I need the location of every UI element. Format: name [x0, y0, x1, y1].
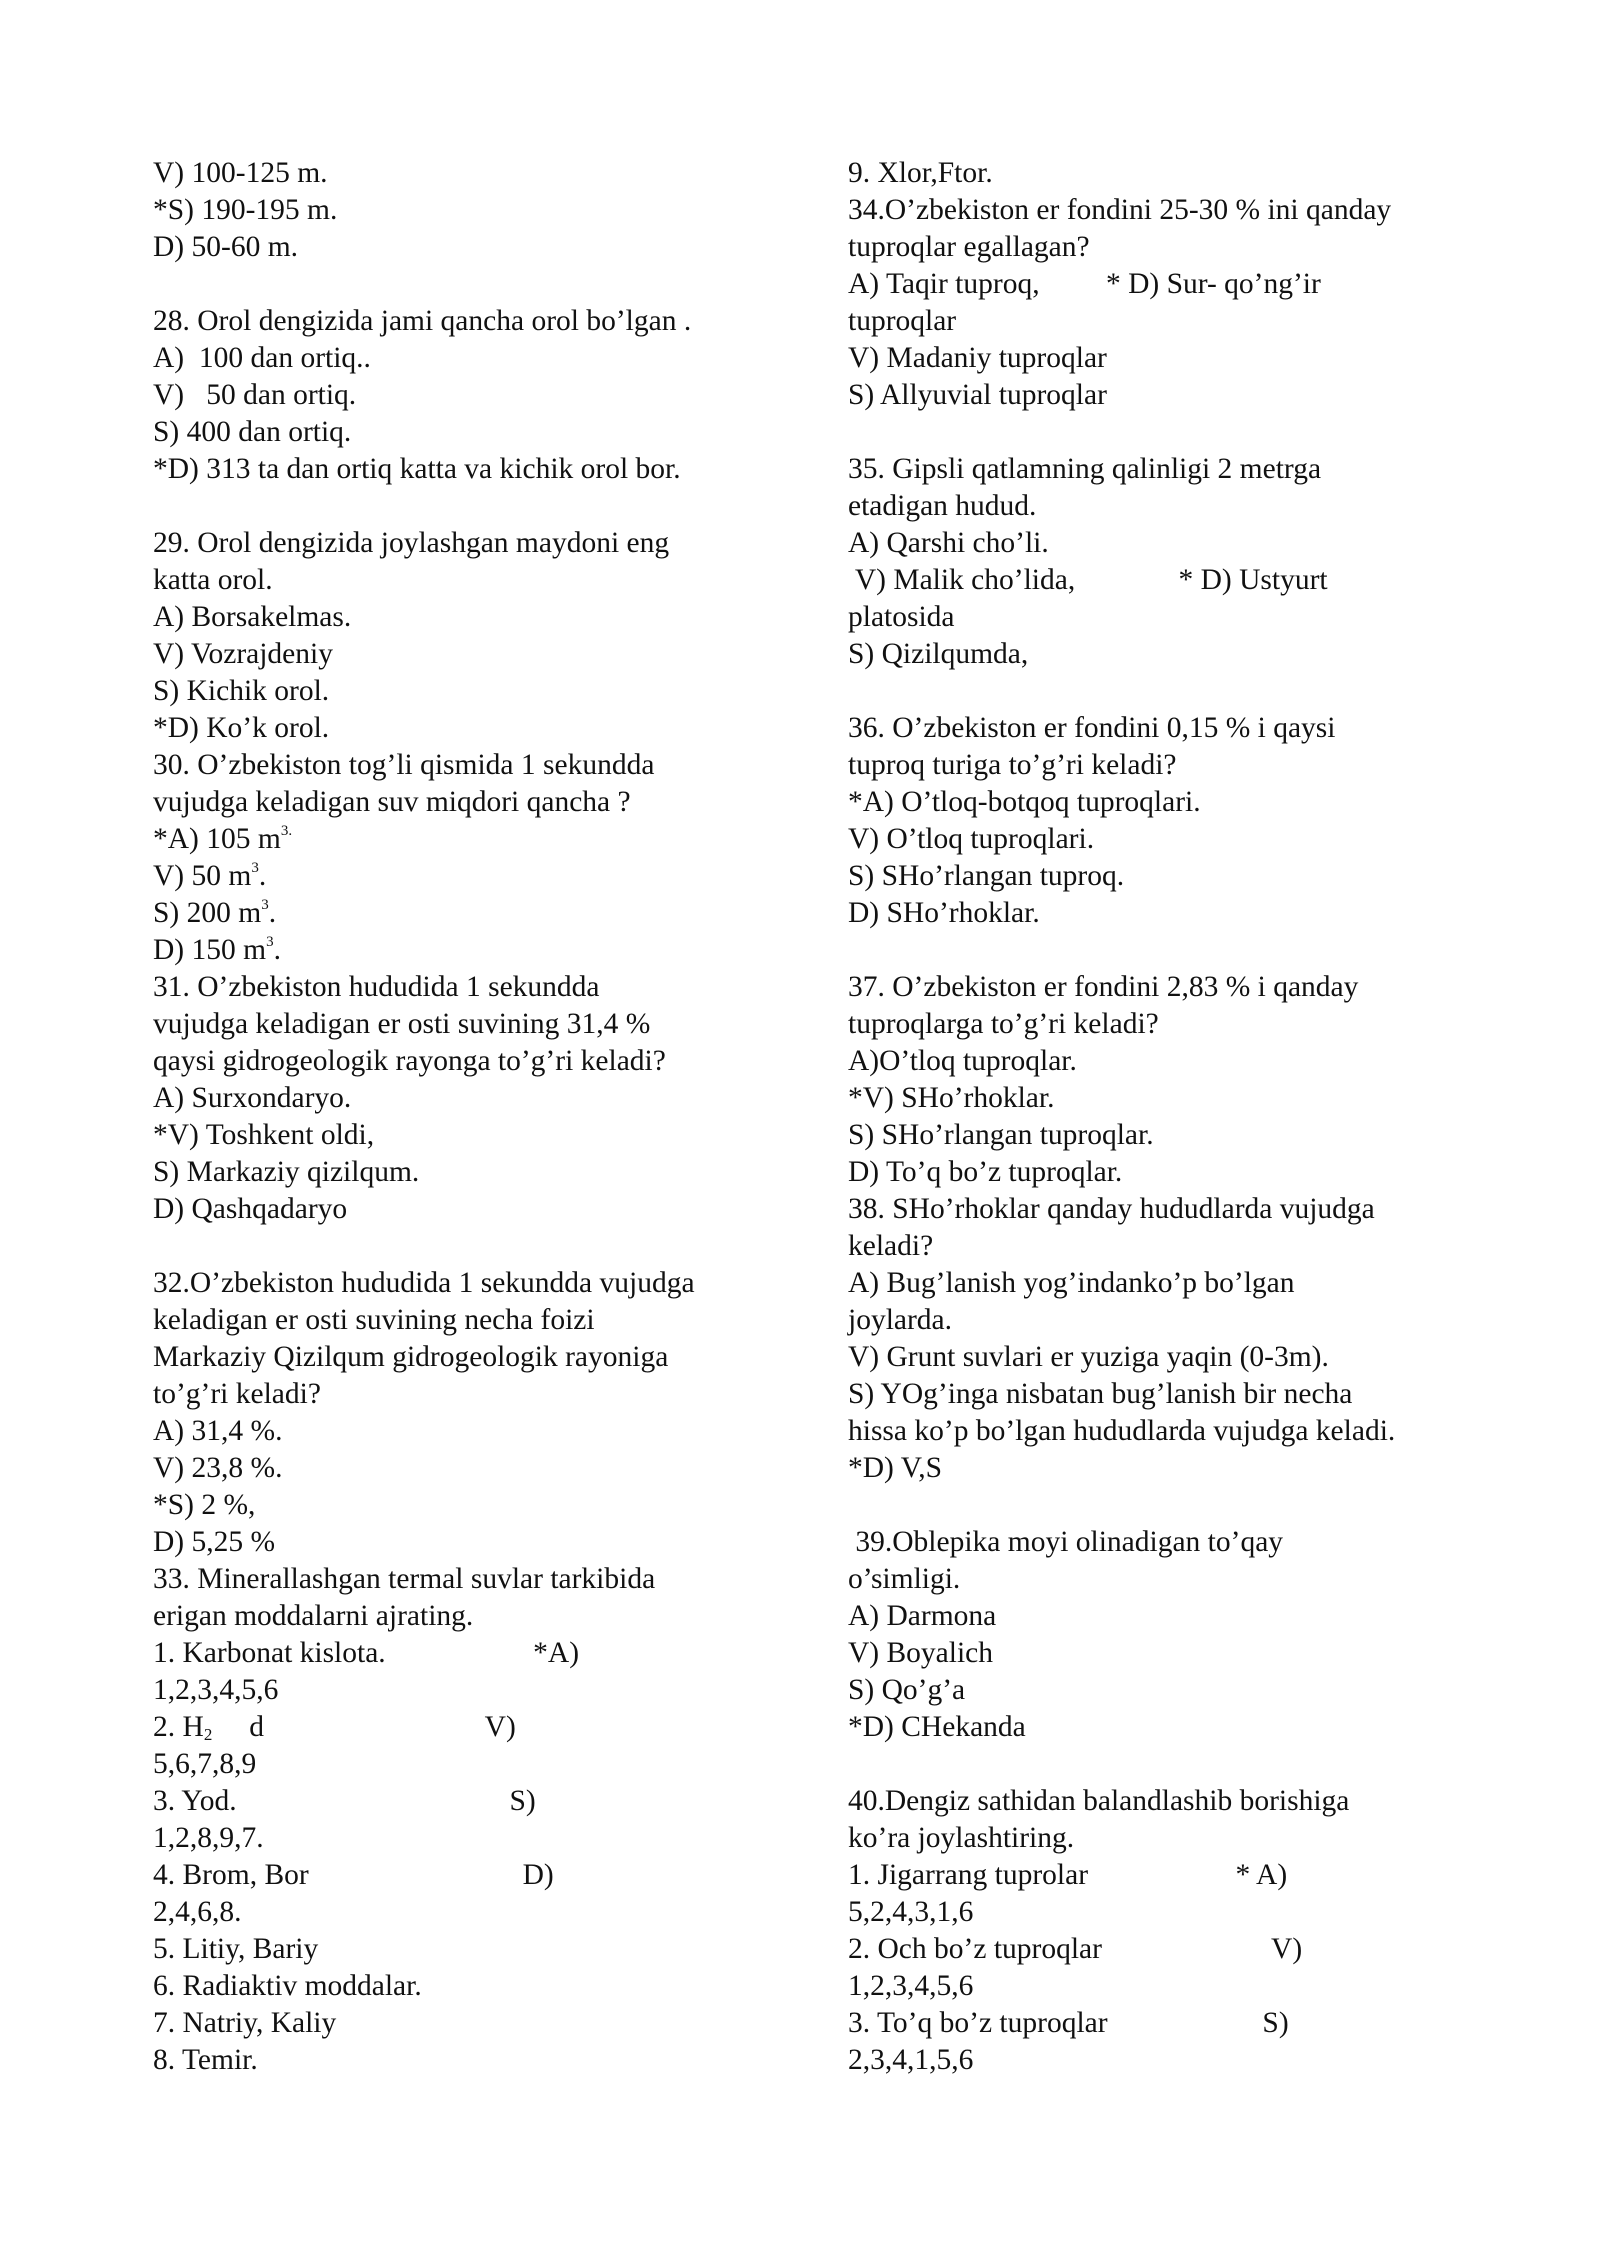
- answer-text: S) 200 m: [153, 897, 262, 929]
- answer-option: A) Surxondaryo.: [153, 1082, 352, 1114]
- question-text: 33. Minerallashgan termal suvlar tarkibida: [153, 1563, 656, 1595]
- list-item: 2,3,4,1,5,6: [848, 2044, 974, 2076]
- question-text: Markaziy Qizilqum gidrogeologik rayoniga: [153, 1341, 669, 1373]
- answer-option: A)O’tloq tuproqlar.: [848, 1045, 1077, 1077]
- answer-option: D) SHo’rhoklar.: [848, 897, 1040, 929]
- answer-option: S) Qizilqumda,: [848, 638, 1029, 670]
- answer-option: D) To’q bo’z tuproqlar.: [848, 1156, 1123, 1188]
- answer-text: *A) 105 m: [153, 823, 281, 855]
- list-item: 7. Natriy, Kaliy: [153, 2007, 337, 2039]
- answer-text: .: [273, 934, 281, 966]
- answer-option: S) Kichik orol.: [153, 675, 330, 707]
- list-item: 8. Temir.: [153, 2044, 258, 2076]
- answer-option: V) 50 dan ortiq.: [153, 379, 357, 411]
- question-35: [848, 451, 1488, 673]
- question-text: etadigan hudud.: [848, 490, 1037, 522]
- superscript: 3.: [280, 823, 293, 839]
- answer-option: V) Malik cho’lida, * D) Ustyurt: [848, 564, 1328, 596]
- list-item: 1. Jigarrang tuprolar * A): [848, 1859, 1288, 1891]
- answer-option: *S) 190-195 m.: [153, 194, 338, 226]
- question-text: 37. O’zbekiston er fondini 2,83 % i qanday: [848, 971, 1359, 1003]
- answer-option: S) SHo’rlangan tuproq.: [848, 860, 1125, 892]
- answer-option: joylarda.: [848, 1304, 953, 1336]
- spacer: [153, 266, 793, 303]
- answer-option: A) Taqir tuproq, * D) Sur- qo’ng’ir: [848, 268, 1321, 300]
- question-text: 30. O’zbekiston tog’li qismida 1 sekundda: [153, 749, 655, 781]
- answer-option: S) YOg’inga nisbatan bug’lanish bir necha: [848, 1378, 1353, 1410]
- question-40: [848, 1783, 1488, 2079]
- answer-option: A) Borsakelmas.: [153, 601, 352, 633]
- answer-option: *D) CHekanda: [848, 1711, 1026, 1743]
- answer-text: D) 150 m: [153, 934, 267, 966]
- list-text: d V): [212, 1711, 516, 1743]
- question-38: [848, 1191, 1488, 1487]
- question-33-tail: [848, 155, 1488, 192]
- question-text: 28. Orol dengizida jami qancha orol bo’lgan .: [153, 305, 692, 337]
- list-item: 2,4,6,8.: [153, 1896, 242, 1928]
- answer-option: V) O’tloq tuproqlari.: [848, 823, 1095, 855]
- question-text: o’simligi.: [848, 1563, 961, 1595]
- answer-option: [153, 858, 793, 895]
- question-text: erigan moddalarni ajrating.: [153, 1600, 474, 1632]
- list-item: 1,2,8,9,7.: [153, 1822, 264, 1854]
- list-item: [153, 1709, 793, 1746]
- answer-option: V) 23,8 %.: [153, 1452, 283, 1484]
- answer-option: *S) 2 %,: [153, 1489, 256, 1521]
- question-text: vujudga keladigan er osti suvining 31,4 %: [153, 1008, 651, 1040]
- answer-text: .: [258, 860, 267, 892]
- list-text: 2. H: [153, 1711, 204, 1743]
- answer-option: V) Madaniy tuproqlar: [848, 342, 1107, 374]
- question-text: keladigan er osti suvining necha foizi: [153, 1304, 595, 1336]
- answer-option: A) Darmona: [848, 1600, 997, 1632]
- spacer: [848, 673, 1488, 710]
- question-34: [848, 192, 1488, 414]
- spacer: [848, 1746, 1488, 1783]
- answer-option: V) 100-125 m.: [153, 157, 328, 189]
- question-text: 31. O’zbekiston hududida 1 sekundda: [153, 971, 600, 1003]
- answer-option: A) 100 dan ortiq..: [153, 342, 371, 374]
- question-text: 32.O’zbekiston hududida 1 sekundda vujudga: [153, 1267, 695, 1299]
- superscript: 3: [251, 860, 259, 876]
- question-36: [848, 710, 1488, 932]
- answer-option: S) Qo’g’a: [848, 1674, 966, 1706]
- answer-option: *A) O’tloq-botqoq tuproqlari.: [848, 786, 1201, 818]
- answer-option: *D) 313 ta dan ortiq katta va kichik orol bor.: [153, 453, 681, 485]
- question-31: [153, 969, 793, 1228]
- question-27-tail: [153, 155, 793, 266]
- answer-option: [153, 821, 793, 858]
- list-item: 1,2,3,4,5,6: [153, 1674, 279, 1706]
- answer-option: V) Grunt suvlari er yuziga yaqin (0-3m).: [848, 1341, 1329, 1373]
- right-column: [848, 155, 1488, 2079]
- question-text: to’g’ri keladi?: [153, 1378, 321, 1410]
- superscript: 3: [266, 934, 274, 950]
- list-item: 2. Och bo’z tuproqlar V): [848, 1933, 1303, 1965]
- answer-option: *V) SHo’rhoklar.: [848, 1082, 1055, 1114]
- question-text: 38. SHo’rhoklar qanday hududlarda vujudga: [848, 1193, 1375, 1225]
- list-item: 4. Brom, Bor D): [153, 1859, 554, 1891]
- question-30: [153, 747, 793, 969]
- question-text: tuproqlarga to’g’ri keladi?: [848, 1008, 1159, 1040]
- answer-text: .: [268, 897, 277, 929]
- question-text: keladi?: [848, 1230, 934, 1262]
- question-39: [848, 1524, 1488, 1746]
- question-text: 29. Orol dengizida joylashgan maydoni eng: [153, 527, 670, 559]
- answer-option: [153, 932, 793, 969]
- question-text: 39.Oblepika moyi olinadigan to’qay: [848, 1526, 1284, 1558]
- list-item: 5. Litiy, Bariy: [153, 1933, 319, 1965]
- answer-option: A) 31,4 %.: [153, 1415, 283, 1447]
- question-text: tuproq turiga to’g’ri keladi?: [848, 749, 1177, 781]
- answer-option: A) Qarshi cho’li.: [848, 527, 1049, 559]
- list-item: 1,2,3,4,5,6: [848, 1970, 974, 2002]
- question-text: katta orol.: [153, 564, 273, 596]
- answer-option: S) 400 dan ortiq.: [153, 416, 352, 448]
- answer-option: D) 50-60 m.: [153, 231, 299, 263]
- question-text: qaysi gidrogeologik rayonga to’g’ri keladi?: [153, 1045, 666, 1077]
- question-text: 40.Dengiz sathidan balandlashib borishiga: [848, 1785, 1350, 1817]
- spacer: [153, 488, 793, 525]
- answer-option: hissa ko’p bo’lgan hududlarda vujudga keladi.: [848, 1415, 1396, 1447]
- answer-option: S) Markaziy qizilqum.: [153, 1156, 420, 1188]
- list-item: 5,6,7,8,9: [153, 1748, 257, 1780]
- question-29: [153, 525, 793, 747]
- question-33: [153, 1561, 793, 2079]
- spacer: [848, 414, 1488, 451]
- answer-option: V) Vozrajdeniy: [153, 638, 333, 670]
- subscript: 2: [203, 1725, 213, 1744]
- answer-option: tuproqlar: [848, 305, 957, 337]
- question-text: tuproqlar egallagan?: [848, 231, 1090, 263]
- answer-option: *D) Ko’k orol.: [153, 712, 330, 744]
- question-text: 36. O’zbekiston er fondini 0,15 % i qaysi: [848, 712, 1336, 744]
- spacer: [153, 1228, 793, 1265]
- spacer: [848, 932, 1488, 969]
- question-text: ko’ra joylashtiring.: [848, 1822, 1075, 1854]
- answer-option: S) Allyuvial tuproqlar: [848, 379, 1107, 411]
- list-item: 3. To’q bo’z tuproqlar S): [848, 2007, 1289, 2039]
- list-item: 3. Yod. S): [153, 1785, 536, 1817]
- question-37: [848, 969, 1488, 1191]
- list-item: 6. Radiaktiv moddalar.: [153, 1970, 422, 2002]
- question-text: 35. Gipsli qatlamning qalinligi 2 metrga: [848, 453, 1322, 485]
- question-28: [153, 303, 793, 488]
- superscript: 3: [261, 897, 269, 913]
- answer-text: V) 50 m: [153, 860, 252, 892]
- spacer: [848, 1487, 1488, 1524]
- answer-option: D) 5,25 %: [153, 1526, 276, 1558]
- answer-option: D) Qashqadaryo: [153, 1193, 348, 1225]
- answer-option: A) Bug’lanish yog’indanko’p bo’lgan: [848, 1267, 1295, 1299]
- left-column: [153, 155, 793, 2079]
- answer-option: V) Boyalich: [848, 1637, 994, 1669]
- question-text: vujudga keladigan suv miqdori qancha ?: [153, 786, 631, 818]
- question-32: [153, 1265, 793, 1561]
- answer-option: *V) Toshkent oldi,: [153, 1119, 375, 1151]
- list-item: 9. Xlor,Ftor.: [848, 157, 993, 189]
- question-text: 34.O’zbekiston er fondini 25-30 % ini qanday: [848, 194, 1392, 226]
- list-item: 5,2,4,3,1,6: [848, 1896, 974, 1928]
- answer-option: platosida: [848, 601, 955, 633]
- answer-option: S) SHo’rlangan tuproqlar.: [848, 1119, 1154, 1151]
- answer-option: [153, 895, 793, 932]
- list-item: 1. Karbonat kislota. *A): [153, 1637, 580, 1669]
- answer-option: *D) V,S: [848, 1452, 943, 1484]
